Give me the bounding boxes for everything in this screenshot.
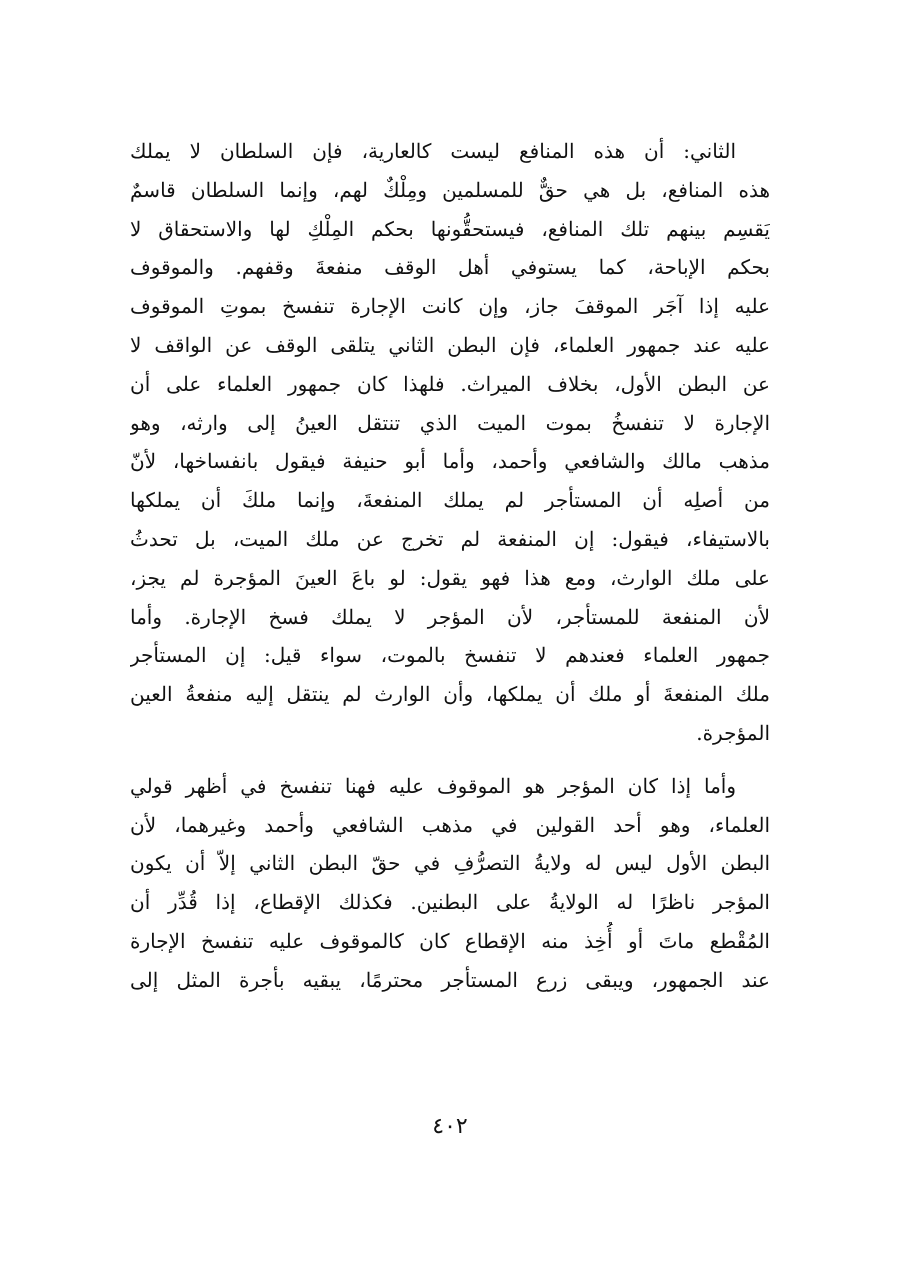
text-line: من أصلِه أن المستأجر لم يملك المنفعةَ، وإنما ملكَ أن يملكها	[130, 488, 770, 513]
text-line: المؤجر ناظرًا له الولايةُ على البطنين. فكذلك الإقطاع، إذا قُدِّر أن	[130, 890, 770, 915]
page-number: ٤٠٢	[432, 1114, 468, 1139]
text-line: لأن المنفعة للمستأجر، لأن المؤجر لا يملك فسخ الإجارة. وأما	[130, 604, 770, 629]
text-line: يَقسِم بينهم تلك المنافع، فيستحقُّونها بحكم المِلْكِ لها والاستحقاق لا	[130, 216, 770, 241]
paragraph-1	[130, 132, 770, 753]
text-line: وأما إذا كان المؤجر هو الموقوف عليه فهنا تنفسخ في أظهر قولي	[130, 773, 736, 798]
page-text	[130, 132, 770, 1000]
text-line: عليه عند جمهور العلماء، فإن البطن الثاني يتلقى الوقف عن الواقف لا	[130, 332, 770, 357]
text-line: المُقْطع ماتَ أو أُخِذ منه الإقطاع كان كالموقوف عليه تنفسخ الإجارة	[130, 928, 770, 953]
text-line: جمهور العلماء فعندهم لا تنفسخ بالموت، سواء قيل: إن المستأجر	[130, 643, 770, 668]
text-line: ملك المنفعةَ أو ملك أن يملكها، وأن الوارث لم ينتقل إليه منفعةُ العين	[130, 682, 770, 707]
text-line: البطن الأول ليس له ولايةُ التصرُّفِ في حقّ البطن الثاني إلاّ أن يكون	[130, 851, 770, 876]
text-line: عليه إذا آجَر الموقفَ جاز، وإن كانت الإجارة تنفسخ بموتِ الموقوف	[130, 294, 770, 319]
text-line: مذهب مالك والشافعي وأحمد، وأما أبو حنيفة فيقول بانفساخها، لأنّ	[130, 449, 770, 474]
text-line: بحكم الإباحة، كما يستوفي أهل الوقف منفعةَ وقفهم. والموقوف	[130, 255, 770, 280]
text-line: بالاستيفاء، فيقول: إن المنفعة لم تخرج عن ملك الميت، بل تحدثُ	[130, 526, 770, 551]
text-line: الثاني: أن هذه المنافع ليست كالعارية، فإن السلطان لا يملك	[130, 139, 736, 163]
text-line: الإجارة لا تنفسخُ بموت الميت الذي تنتقل العينُ إلى وارثه، وهو	[130, 410, 770, 435]
text-line: المؤجرة.	[696, 720, 770, 745]
text-line: على ملك الوارث، ومع هذا فهو يقول: لو باعَ العينَ المؤجرة لم يجز،	[130, 565, 770, 590]
paragraph-2	[130, 767, 770, 1000]
text-line: العلماء، وهو أحد القولين في مذهب الشافعي وأحمد وغيرهما، لأن	[130, 812, 770, 837]
text-line: عن البطن الأول، بخلاف الميراث. فلهذا كان جمهور العلماء على أن	[130, 371, 770, 396]
text-line: هذه المنافع، بل هي حقٌّ للمسلمين ومِلْكٌ لهم، وإنما السلطان قاسمٌ	[130, 177, 770, 202]
text-line: عند الجمهور، ويبقى زرع المستأجر محترمًا، يبقيه بأجرة المثل إلى	[130, 967, 770, 992]
